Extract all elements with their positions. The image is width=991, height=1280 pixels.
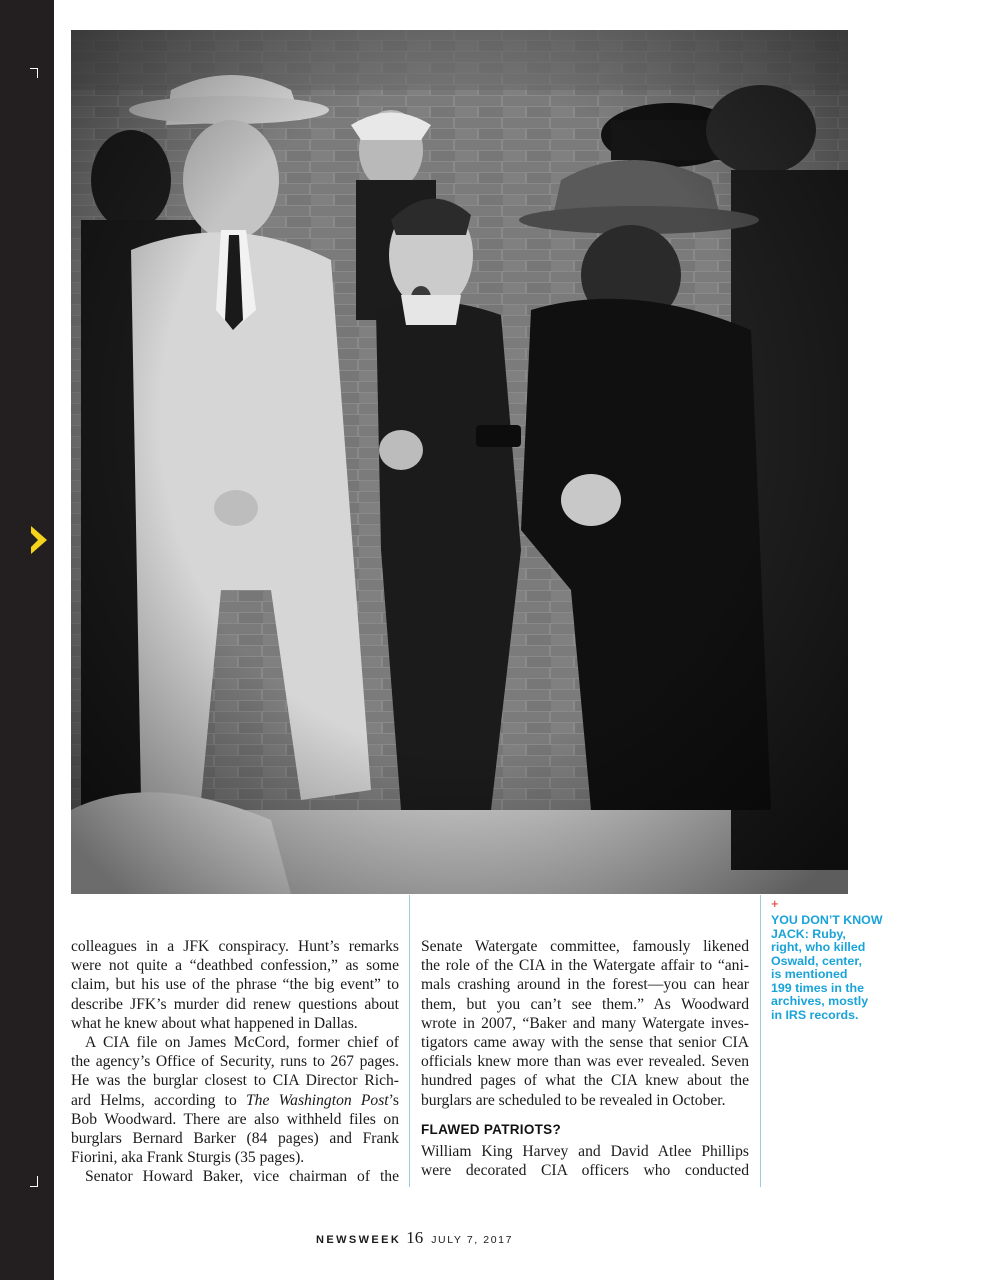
column-rule-right <box>760 895 761 1187</box>
photo-caption <box>771 914 921 1022</box>
caption-line: is mentioned <box>771 967 848 981</box>
caption-plus-icon: + <box>771 896 779 911</box>
caption-line: Oswald, center, <box>771 953 862 968</box>
archival-photo-icon <box>71 30 848 894</box>
body-line: Senator Howard Baker, vice chairman of the <box>85 1168 399 1186</box>
body-line: colleagues in a JFK conspiracy. Hunt’s remarks <box>71 938 399 955</box>
magazine-brand: NEWSWEEK <box>316 1234 402 1246</box>
body-line: burglars Bernard Barker (84 pages) and Frank <box>71 1130 399 1148</box>
body-line: claim, but his use of the phrase “the big event” to <box>71 976 399 994</box>
caption-line: 199 times in the <box>771 980 864 995</box>
column-rule-left <box>409 895 410 1187</box>
body-line: officials knew more than was ever revealed. Seven <box>421 1053 749 1071</box>
body-line: hundred pages of what the CIA knew about the <box>421 1072 749 1090</box>
body-line: them, but you can’t see them.” As Woodward <box>421 995 749 1013</box>
body-line: tigators came away with the sense that senior CIA <box>421 1034 749 1052</box>
archival-photo <box>71 30 848 894</box>
page-number: 16 <box>406 1228 424 1247</box>
top-bracket-stem <box>37 68 38 78</box>
body-line: were not quite a “deathbed confession,” as some <box>71 957 399 975</box>
body-line: what he knew about what happened in Dallas. <box>71 1014 358 1032</box>
page-footer <box>316 1228 513 1248</box>
caption-line: archives, mostly <box>771 994 869 1008</box>
page-spine <box>0 0 54 1280</box>
body-line: the role of the CIA in the Watergate affair to “ani- <box>421 957 749 975</box>
publication-title: The Washington Post <box>245 1091 389 1109</box>
caption-line: YOU DON’T KNOW <box>771 913 883 927</box>
body-line: were decorated CIA officers who conducted <box>421 1162 749 1180</box>
caption-line: right, who killed <box>771 940 866 954</box>
caption-line: JACK: Ruby, <box>771 926 846 941</box>
body-line: Fiorini, aka Frank Sturgis (35 pages). <box>71 1149 305 1167</box>
body-line: William King Harvey and David Atlee Phillips <box>421 1143 749 1161</box>
body-line: Senate Watergate committee, famously likened <box>421 938 749 955</box>
page-marker-arrow-notch <box>31 533 38 547</box>
body-line: A CIA file on James McCord, former chief of <box>85 1034 399 1052</box>
body-line: Bob Woodward. There are also withheld files on <box>71 1110 399 1128</box>
article-column-1 <box>71 937 399 1187</box>
caption-line: in IRS records. <box>771 1007 859 1022</box>
bottom-bracket-stem <box>37 1176 38 1186</box>
body-line: mals crashing around in the forest—you can hear <box>421 976 749 994</box>
issue-date: JULY 7, 2017 <box>431 1234 514 1246</box>
body-line: describe JFK’s murder did renew questions about <box>71 995 399 1013</box>
body-line: He was the burglar closest to CIA Director Rich- <box>71 1072 399 1090</box>
body-line <box>71 1091 399 1110</box>
body-line: wrote in 2007, “Baker and many Watergate inves- <box>421 1014 749 1032</box>
possessive-suffix: ’s <box>388 1091 399 1109</box>
bottom-bracket <box>30 1186 38 1187</box>
article-column-2 <box>421 937 749 1180</box>
body-text: ard Helms, according to <box>71 1091 246 1109</box>
section-subhead: FLAWED PATRIOTS? <box>421 1121 562 1137</box>
body-line: burglars are scheduled to be revealed in October. <box>421 1091 726 1109</box>
body-line: the agency’s Office of Security, runs to 267 pages. <box>71 1053 399 1071</box>
